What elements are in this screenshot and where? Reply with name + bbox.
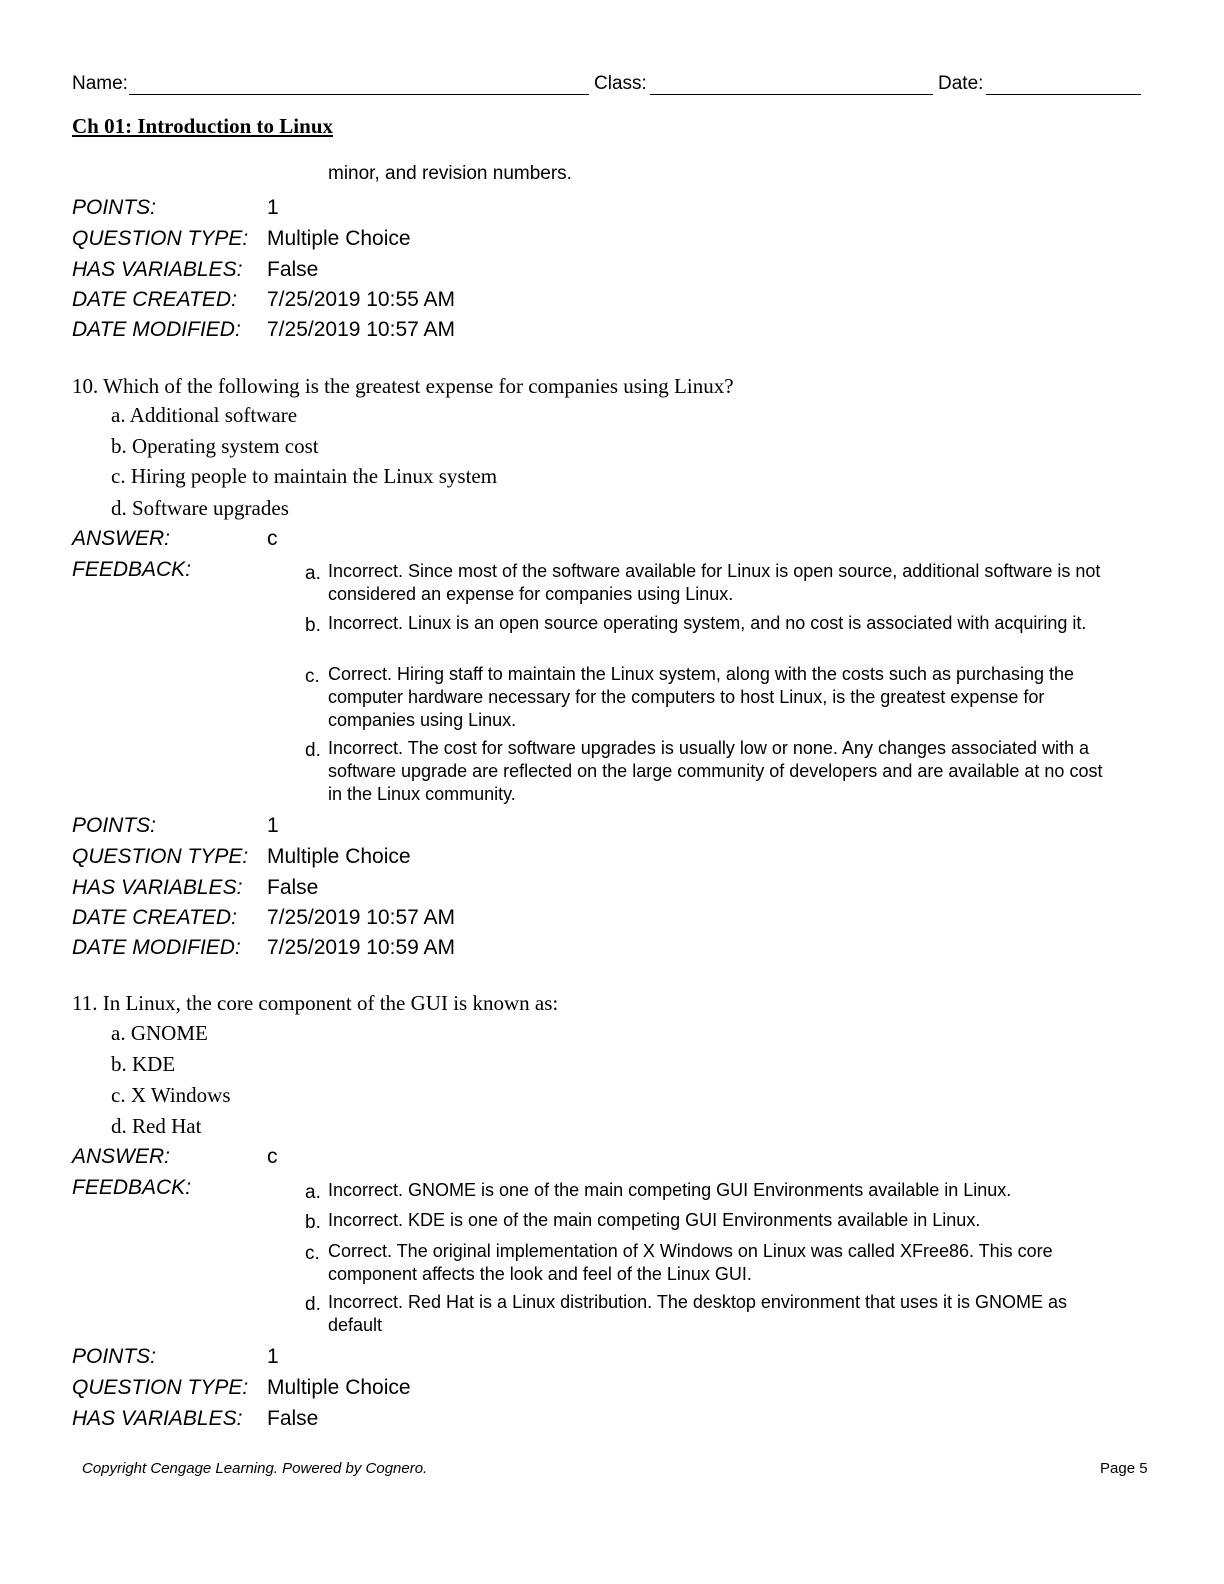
name-line bbox=[129, 94, 589, 95]
answer-label: ANSWER: bbox=[72, 1145, 171, 1168]
feedback-letter: d. bbox=[305, 1294, 321, 1315]
points-value: 1 bbox=[267, 1345, 279, 1368]
feedback-letter: c. bbox=[305, 1243, 320, 1264]
question-type-value: Multiple Choice bbox=[267, 1376, 411, 1399]
date-created-label: DATE CREATED: bbox=[72, 288, 237, 311]
feedback-text: Incorrect. The cost for software upgrades is usually low or none. Any changes associated with a software upgrade are reflected on the large community of developers and are available at no cost in the Linux community. bbox=[328, 738, 1103, 804]
feedback-letter: b. bbox=[305, 1212, 321, 1233]
points-label: POINTS: bbox=[72, 196, 157, 219]
feedback-item bbox=[305, 1179, 1105, 1202]
name-label: Name: bbox=[72, 73, 128, 94]
feedback-letter: b. bbox=[305, 615, 321, 636]
date-modified-value: 7/25/2019 10:57 AM bbox=[267, 318, 455, 341]
has-variables-label: HAS VARIABLES: bbox=[72, 876, 243, 899]
option-d: d. Software upgrades bbox=[111, 496, 289, 520]
copyright-footer: Copyright Cengage Learning. Powered by Cognero. bbox=[82, 1460, 428, 1477]
option-b: b. KDE bbox=[111, 1052, 176, 1076]
feedback-letter: c. bbox=[305, 666, 320, 687]
feedback-item bbox=[305, 560, 1105, 606]
chapter-title: Ch 01: Introduction to Linux bbox=[72, 114, 334, 138]
date-modified-label: DATE MODIFIED: bbox=[72, 318, 241, 341]
feedback-item bbox=[305, 1291, 1105, 1337]
feedback-text: Incorrect. Since most of the software available for Linux is open source, additional software is not considered an expense for companies using Linux. bbox=[328, 561, 1101, 604]
option-a: a. GNOME bbox=[111, 1021, 208, 1045]
has-variables-value: False bbox=[267, 1407, 319, 1430]
feedback-letter: d. bbox=[305, 740, 321, 761]
has-variables-label: HAS VARIABLES: bbox=[72, 258, 243, 281]
class-label: Class: bbox=[594, 73, 647, 94]
option-c: c. X Windows bbox=[111, 1083, 231, 1107]
feedback-text: Correct. The original implementation of X Windows on Linux was called XFree86. This core component affects the look and feel of the Linux GUI. bbox=[328, 1241, 1053, 1284]
feedback-item bbox=[305, 612, 1105, 635]
option-a: a. Additional software bbox=[111, 403, 298, 427]
has-variables-value: False bbox=[267, 258, 319, 281]
feedback-item bbox=[305, 737, 1105, 806]
date-created-label: DATE CREATED: bbox=[72, 906, 237, 929]
has-variables-label: HAS VARIABLES: bbox=[72, 1407, 243, 1430]
feedback-label: FEEDBACK: bbox=[72, 558, 192, 581]
feedback-letter: a. bbox=[305, 563, 321, 584]
date-label: Date: bbox=[938, 73, 984, 94]
question-stem: 11. In Linux, the core component of the GUI is known as: bbox=[72, 991, 559, 1015]
feedback-item bbox=[305, 663, 1105, 732]
answer-value: c bbox=[267, 527, 278, 550]
class-line bbox=[650, 94, 933, 95]
points-value: 1 bbox=[267, 814, 279, 837]
option-b: b. Operating system cost bbox=[111, 434, 319, 458]
question-stem: 10. Which of the following is the greatest expense for companies using Linux? bbox=[72, 374, 734, 398]
feedback-text: Correct. Hiring staff to maintain the Linux system, along with the costs such as purchasing the computer hardware necessary for the computers to host Linux, is the greatest expense for companies using Linux. bbox=[328, 664, 1075, 730]
points-value: 1 bbox=[267, 196, 279, 219]
date-modified-value: 7/25/2019 10:59 AM bbox=[267, 936, 455, 959]
feedback-label: FEEDBACK: bbox=[72, 1176, 192, 1199]
date-created-value: 7/25/2019 10:55 AM bbox=[267, 288, 455, 311]
question-type-value: Multiple Choice bbox=[267, 845, 411, 868]
date-created-value: 7/25/2019 10:57 AM bbox=[267, 906, 455, 929]
feedback-text: Incorrect. Linux is an open source operating system, and no cost is associated with acquiring it. bbox=[328, 613, 1087, 633]
answer-label: ANSWER: bbox=[72, 527, 171, 550]
continuation-text: minor, and revision numbers. bbox=[328, 163, 572, 184]
question-type-label: QUESTION TYPE: bbox=[72, 845, 249, 868]
feedback-letter: a. bbox=[305, 1182, 321, 1203]
has-variables-value: False bbox=[267, 876, 319, 899]
points-label: POINTS: bbox=[72, 814, 157, 837]
option-d: d. Red Hat bbox=[111, 1114, 202, 1138]
question-type-label: QUESTION TYPE: bbox=[72, 227, 249, 250]
date-line bbox=[986, 94, 1141, 95]
date-modified-label: DATE MODIFIED: bbox=[72, 936, 241, 959]
feedback-text: Incorrect. GNOME is one of the main competing GUI Environments available in Linux. bbox=[328, 1180, 1012, 1200]
feedback-text: Incorrect. KDE is one of the main competing GUI Environments available in Linux. bbox=[328, 1210, 981, 1230]
question-type-label: QUESTION TYPE: bbox=[72, 1376, 249, 1399]
question-type-value: Multiple Choice bbox=[267, 227, 411, 250]
feedback-item bbox=[305, 1209, 1105, 1232]
page-number: Page 5 bbox=[1100, 1460, 1148, 1477]
points-label: POINTS: bbox=[72, 1345, 157, 1368]
feedback-item bbox=[305, 1240, 1105, 1286]
feedback-text: Incorrect. Red Hat is a Linux distribution. The desktop environment that uses it is GNOME as default bbox=[328, 1292, 1068, 1335]
answer-value: c bbox=[267, 1145, 278, 1168]
option-c: c. Hiring people to maintain the Linux system bbox=[111, 464, 498, 488]
